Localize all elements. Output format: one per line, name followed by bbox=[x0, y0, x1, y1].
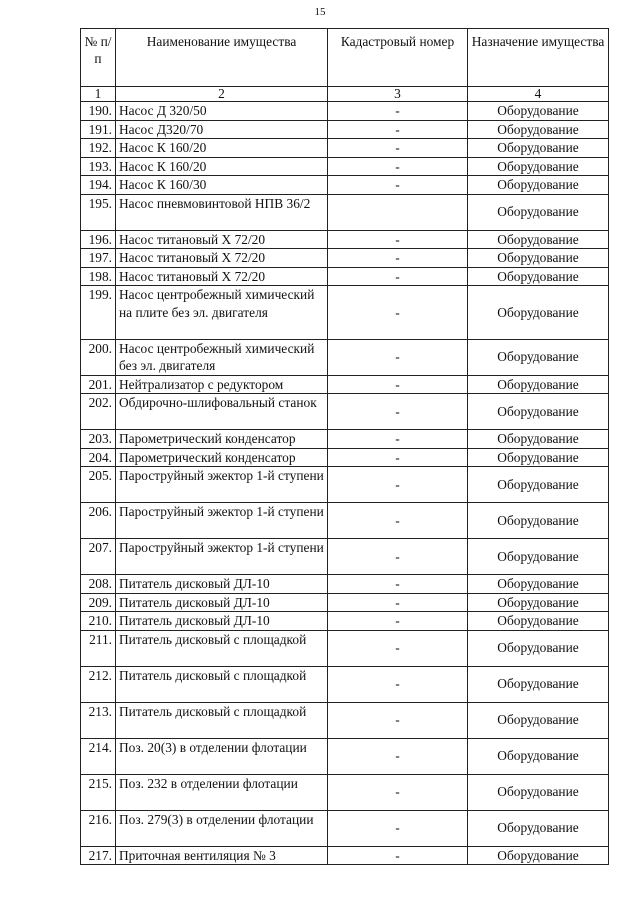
row-number: 193. bbox=[81, 157, 116, 176]
cadastral-number: - bbox=[328, 176, 468, 195]
item-purpose: Оборудование bbox=[468, 176, 609, 195]
cadastral-number: - bbox=[328, 467, 468, 503]
item-name: Насос титановый Х 72/20 bbox=[116, 267, 328, 286]
item-name: Питатель дисковый с площадкой bbox=[116, 702, 328, 738]
item-purpose: Оборудование bbox=[468, 503, 609, 539]
cadastral-number: - bbox=[328, 774, 468, 810]
cadastral-number: - bbox=[328, 430, 468, 449]
table-row bbox=[81, 120, 609, 139]
cadastral-number: - bbox=[328, 249, 468, 268]
item-name: Пароструйный эжектор 1-й ступени bbox=[116, 503, 328, 539]
cadastral-number: - bbox=[328, 157, 468, 176]
item-purpose: Оборудование bbox=[468, 774, 609, 810]
cadastral-number: - bbox=[328, 375, 468, 394]
table-row bbox=[81, 286, 609, 340]
table-row bbox=[81, 339, 609, 375]
cadastral-number: - bbox=[328, 593, 468, 612]
row-number: 196. bbox=[81, 230, 116, 249]
item-purpose: Оборудование bbox=[468, 593, 609, 612]
item-purpose: Оборудование bbox=[468, 230, 609, 249]
page-number: 15 bbox=[314, 6, 326, 18]
item-name: Приточная вентиляция № 3 bbox=[116, 846, 328, 865]
item-purpose: Оборудование bbox=[468, 394, 609, 430]
table-row bbox=[81, 503, 609, 539]
table-row bbox=[81, 176, 609, 195]
cadastral-number: - bbox=[328, 630, 468, 666]
table-row bbox=[81, 666, 609, 702]
item-name: Насос пневмовинтовой НПВ 36/2 bbox=[116, 194, 328, 230]
item-name: Питатель дисковый ДЛ-10 bbox=[116, 612, 328, 631]
cadastral-number: - bbox=[328, 575, 468, 594]
table-row bbox=[81, 630, 609, 666]
cadastral-number: - bbox=[328, 846, 468, 865]
item-name: Насос Д320/70 bbox=[116, 120, 328, 139]
header-cadastral: Кадастровый номер bbox=[328, 29, 468, 87]
cadastral-number: - bbox=[328, 702, 468, 738]
cadastral-number: - bbox=[328, 102, 468, 121]
item-name: Насос титановый Х 72/20 bbox=[116, 249, 328, 268]
row-number: 207. bbox=[81, 539, 116, 575]
item-purpose: Оборудование bbox=[468, 738, 609, 774]
cadastral-number: - bbox=[328, 286, 468, 340]
item-name: Поз. 20(3) в отделении флотации bbox=[116, 738, 328, 774]
item-name: Поз. 279(3) в отделении флотации bbox=[116, 810, 328, 846]
table-row bbox=[81, 394, 609, 430]
item-name: Насос центробежный химический без эл. двигателя bbox=[116, 339, 328, 375]
item-purpose: Оборудование bbox=[468, 157, 609, 176]
table-body bbox=[81, 102, 609, 865]
row-number: 216. bbox=[81, 810, 116, 846]
row-number: 192. bbox=[81, 139, 116, 158]
table-row bbox=[81, 102, 609, 121]
cadastral-number: - bbox=[328, 139, 468, 158]
item-name: Питатель дисковый ДЛ-10 bbox=[116, 593, 328, 612]
table-row bbox=[81, 267, 609, 286]
item-name: Питатель дисковый с площадкой bbox=[116, 666, 328, 702]
item-name: Насос К 160/20 bbox=[116, 157, 328, 176]
cadastral-number: - bbox=[328, 612, 468, 631]
row-number: 208. bbox=[81, 575, 116, 594]
table-row bbox=[81, 430, 609, 449]
cadastral-number: - bbox=[328, 339, 468, 375]
item-purpose: Оборудование bbox=[468, 249, 609, 268]
column-index: 1 bbox=[81, 87, 116, 102]
cadastral-number: - bbox=[328, 503, 468, 539]
cadastral-number: - bbox=[328, 394, 468, 430]
table-row bbox=[81, 612, 609, 631]
cadastral-number: - bbox=[328, 120, 468, 139]
item-name: Пароструйный эжектор 1-й ступени bbox=[116, 539, 328, 575]
cadastral-number: - bbox=[328, 810, 468, 846]
table-header-row bbox=[81, 29, 609, 87]
row-number: 198. bbox=[81, 267, 116, 286]
item-purpose: Оборудование bbox=[468, 430, 609, 449]
row-number: 212. bbox=[81, 666, 116, 702]
row-number: 200. bbox=[81, 339, 116, 375]
row-number: 199. bbox=[81, 286, 116, 340]
table-row bbox=[81, 194, 609, 230]
table-row bbox=[81, 846, 609, 865]
item-name: Насос К 160/20 bbox=[116, 139, 328, 158]
column-index-row bbox=[81, 87, 609, 102]
item-name: Насос К 160/30 bbox=[116, 176, 328, 195]
cadastral-number: - bbox=[328, 230, 468, 249]
item-name: Обдирочно-шлифовальный станок bbox=[116, 394, 328, 430]
row-number: 201. bbox=[81, 375, 116, 394]
item-purpose: Оборудование bbox=[468, 539, 609, 575]
header-name: Наименование имущества bbox=[116, 29, 328, 87]
row-number: 195. bbox=[81, 194, 116, 230]
table-row bbox=[81, 575, 609, 594]
item-purpose: Оборудование bbox=[468, 810, 609, 846]
header-number: № п/п bbox=[81, 29, 116, 87]
table-row bbox=[81, 230, 609, 249]
cadastral-number: - bbox=[328, 738, 468, 774]
item-purpose: Оборудование bbox=[468, 267, 609, 286]
cadastral-number bbox=[328, 194, 468, 230]
table-row bbox=[81, 375, 609, 394]
item-name: Парометрический конденсатор bbox=[116, 430, 328, 449]
item-name: Насос центробежный химический на плите без эл. двигателя bbox=[116, 286, 328, 340]
row-number: 214. bbox=[81, 738, 116, 774]
item-name: Насос титановый Х 72/20 bbox=[116, 230, 328, 249]
row-number: 204. bbox=[81, 448, 116, 467]
table-row bbox=[81, 774, 609, 810]
table-row bbox=[81, 738, 609, 774]
row-number: 206. bbox=[81, 503, 116, 539]
item-purpose: Оборудование bbox=[468, 120, 609, 139]
cadastral-number: - bbox=[328, 666, 468, 702]
row-number: 215. bbox=[81, 774, 116, 810]
item-purpose: Оборудование bbox=[468, 194, 609, 230]
row-number: 203. bbox=[81, 430, 116, 449]
row-number: 211. bbox=[81, 630, 116, 666]
item-purpose: Оборудование bbox=[468, 139, 609, 158]
row-number: 197. bbox=[81, 249, 116, 268]
item-name: Поз. 232 в отделении флотации bbox=[116, 774, 328, 810]
column-index: 3 bbox=[328, 87, 468, 102]
item-purpose: Оборудование bbox=[468, 375, 609, 394]
property-table bbox=[80, 28, 609, 865]
table-row bbox=[81, 539, 609, 575]
table-row bbox=[81, 448, 609, 467]
table-row bbox=[81, 467, 609, 503]
table-row bbox=[81, 702, 609, 738]
item-purpose: Оборудование bbox=[468, 630, 609, 666]
item-name: Насос Д 320/50 bbox=[116, 102, 328, 121]
item-purpose: Оборудование bbox=[468, 286, 609, 340]
item-purpose: Оборудование bbox=[468, 666, 609, 702]
row-number: 202. bbox=[81, 394, 116, 430]
item-purpose: Оборудование bbox=[468, 448, 609, 467]
item-name: Пароструйный эжектор 1-й ступени bbox=[116, 467, 328, 503]
row-number: 209. bbox=[81, 593, 116, 612]
table-row bbox=[81, 139, 609, 158]
header-purpose: Назначение имущества bbox=[468, 29, 609, 87]
item-purpose: Оборудование bbox=[468, 702, 609, 738]
item-purpose: Оборудование bbox=[468, 612, 609, 631]
row-number: 210. bbox=[81, 612, 116, 631]
cadastral-number: - bbox=[328, 267, 468, 286]
cadastral-number: - bbox=[328, 539, 468, 575]
item-purpose: Оборудование bbox=[468, 846, 609, 865]
item-name: Питатель дисковый с площадкой bbox=[116, 630, 328, 666]
row-number: 191. bbox=[81, 120, 116, 139]
row-number: 205. bbox=[81, 467, 116, 503]
item-purpose: Оборудование bbox=[468, 339, 609, 375]
column-index: 2 bbox=[116, 87, 328, 102]
item-purpose: Оборудование bbox=[468, 467, 609, 503]
item-name: Парометрический конденсатор bbox=[116, 448, 328, 467]
item-name: Нейтрализатор с редуктором bbox=[116, 375, 328, 394]
table-row bbox=[81, 249, 609, 268]
table-row bbox=[81, 157, 609, 176]
cadastral-number: - bbox=[328, 448, 468, 467]
row-number: 217. bbox=[81, 846, 116, 865]
table-row bbox=[81, 810, 609, 846]
row-number: 194. bbox=[81, 176, 116, 195]
item-purpose: Оборудование bbox=[468, 575, 609, 594]
table-row bbox=[81, 593, 609, 612]
row-number: 190. bbox=[81, 102, 116, 121]
item-purpose: Оборудование bbox=[468, 102, 609, 121]
item-name: Питатель дисковый ДЛ-10 bbox=[116, 575, 328, 594]
column-index: 4 bbox=[468, 87, 609, 102]
row-number: 213. bbox=[81, 702, 116, 738]
